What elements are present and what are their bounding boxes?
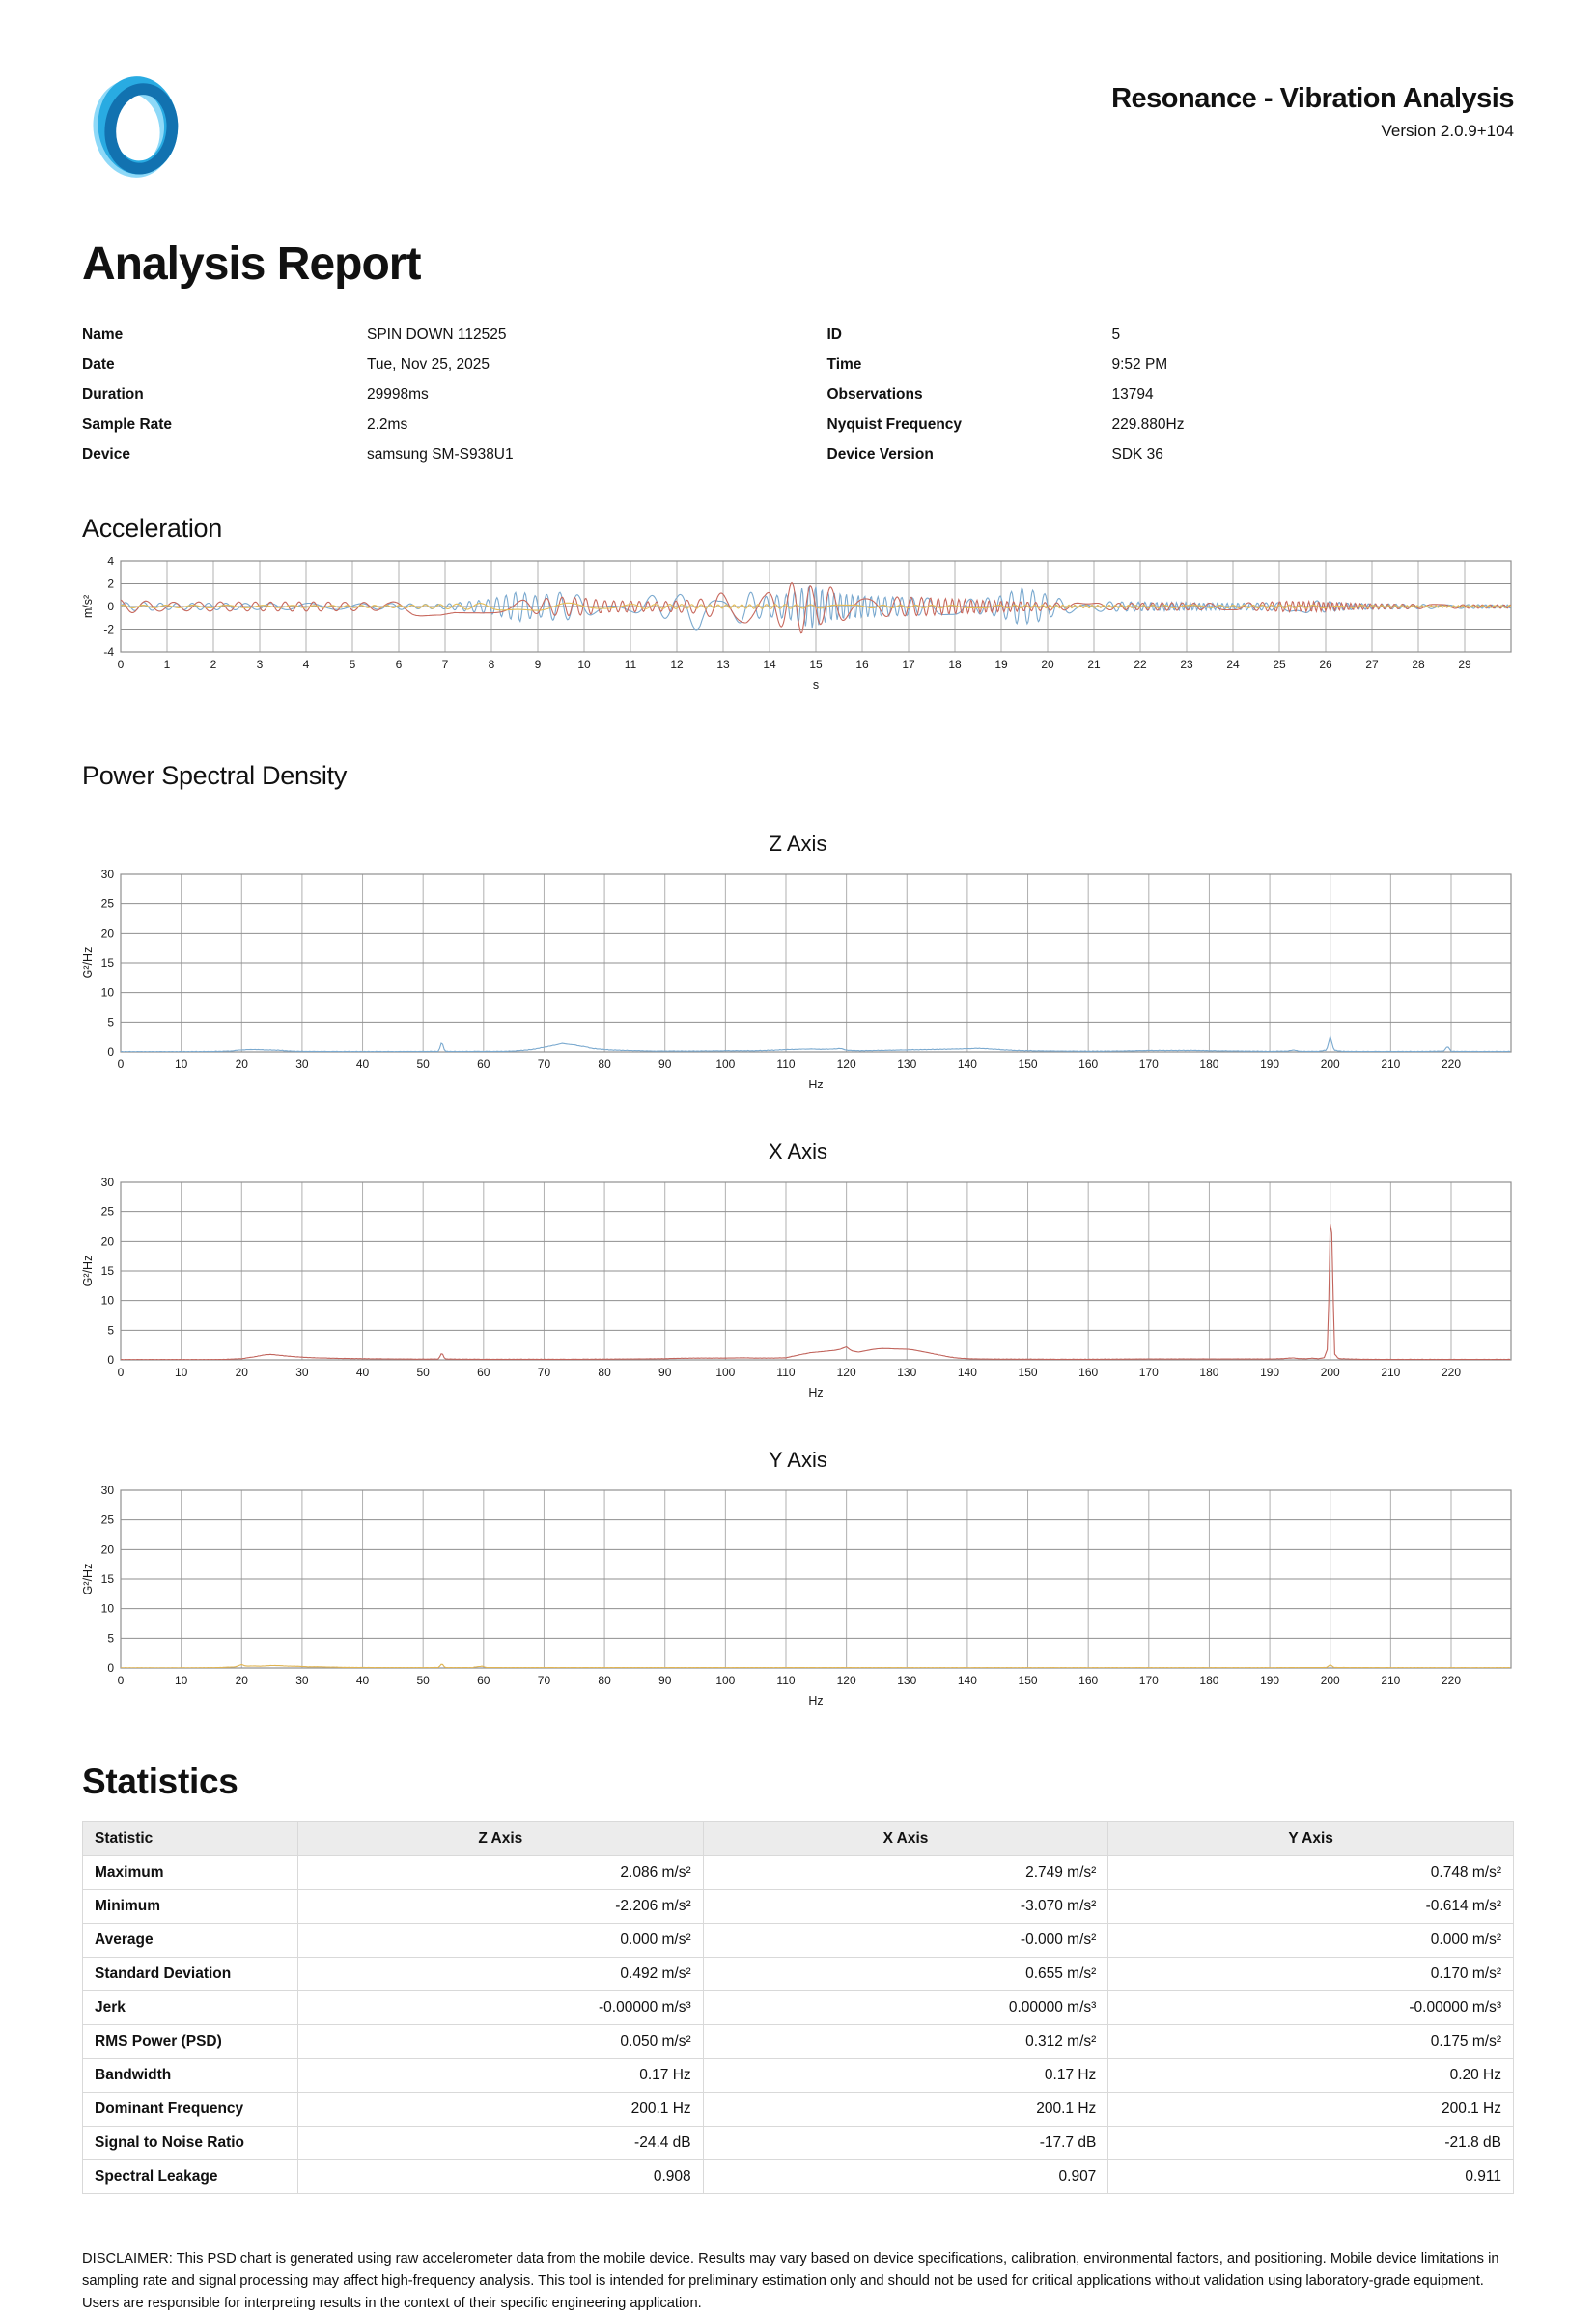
stat-value-cell: 0.170 m/s² — [1108, 1958, 1514, 1991]
psd_y-ylabel: G²/Hz — [82, 1563, 95, 1595]
svg-text:50: 50 — [416, 1674, 430, 1687]
app-title: Resonance - Vibration Analysis — [1111, 83, 1514, 114]
svg-text:20: 20 — [235, 1674, 248, 1687]
svg-text:100: 100 — [715, 1674, 736, 1687]
svg-text:160: 160 — [1078, 1366, 1099, 1379]
svg-text:90: 90 — [658, 1674, 672, 1687]
svg-text:0: 0 — [107, 1661, 114, 1675]
svg-text:50: 50 — [416, 1058, 430, 1071]
statistics-header-row — [83, 1822, 1514, 1856]
psd_x-series — [121, 1224, 1510, 1360]
metadata-label: Date — [82, 356, 115, 373]
metadata-label: Time — [826, 356, 862, 373]
psd_x-grid — [121, 1182, 1511, 1360]
svg-text:100: 100 — [715, 1058, 736, 1071]
acceleration-svg — [82, 557, 1514, 694]
psd-x-title: X Axis — [768, 1140, 828, 1164]
svg-text:100: 100 — [715, 1366, 736, 1379]
metadata-value: 229.880Hz — [1111, 416, 1185, 433]
stat-label-cell: Standard Deviation — [83, 1958, 298, 1991]
statistics-row — [83, 1924, 1514, 1958]
stat-value-cell: -24.4 dB — [298, 2127, 704, 2160]
metadata-label: Nyquist Frequency — [826, 416, 963, 433]
svg-text:160: 160 — [1078, 1674, 1099, 1687]
svg-text:15: 15 — [100, 1572, 114, 1586]
svg-text:20: 20 — [100, 926, 114, 941]
svg-text:28: 28 — [1412, 658, 1425, 671]
page-title: Analysis Report — [82, 239, 421, 290]
metadata-value: 13794 — [1111, 386, 1154, 403]
metadata-value: 5 — [1111, 326, 1121, 343]
report-header — [82, 70, 1514, 183]
svg-text:90: 90 — [658, 1366, 672, 1379]
svg-text:23: 23 — [1180, 658, 1193, 671]
stat-value-cell: 2.749 m/s² — [703, 1856, 1108, 1890]
svg-text:22: 22 — [1134, 658, 1147, 671]
svg-text:90: 90 — [658, 1058, 672, 1071]
svg-text:80: 80 — [598, 1366, 611, 1379]
metadata-row-date — [82, 350, 770, 380]
psd-z-chart — [82, 870, 1514, 1099]
svg-text:5: 5 — [349, 658, 356, 671]
svg-text:30: 30 — [100, 870, 114, 881]
stat-value-cell: 200.1 Hz — [1108, 2093, 1514, 2127]
svg-text:190: 190 — [1260, 1058, 1280, 1071]
metadata-label: Device Version — [826, 446, 934, 463]
statistics-row — [83, 1856, 1514, 1890]
svg-text:190: 190 — [1260, 1674, 1280, 1687]
statistics-header-cell: Z Axis — [298, 1822, 704, 1856]
psd-z-title: Z Axis — [769, 832, 827, 856]
stat-value-cell: 2.086 m/s² — [298, 1856, 704, 1890]
svg-text:170: 170 — [1138, 1366, 1159, 1379]
svg-text:5: 5 — [107, 1015, 114, 1030]
metadata-label: Device — [82, 446, 130, 463]
stat-value-cell: -3.070 m/s² — [703, 1890, 1108, 1924]
metadata-row-nyquist — [827, 409, 1515, 439]
svg-text:5: 5 — [107, 1323, 114, 1338]
section-heading-acceleration: Acceleration — [82, 514, 222, 543]
stat-value-cell: 0.492 m/s² — [298, 1958, 704, 1991]
stat-value-cell: 0.911 — [1108, 2160, 1514, 2194]
psd_z-svg — [82, 870, 1514, 1094]
metadata-label: Observations — [826, 386, 923, 403]
metadata-label: ID — [826, 326, 842, 343]
svg-text:150: 150 — [1018, 1366, 1038, 1379]
metadata-label: Name — [82, 326, 124, 343]
stat-value-cell: -0.00000 m/s³ — [298, 1991, 704, 2025]
svg-text:0: 0 — [107, 1353, 114, 1367]
svg-text:140: 140 — [957, 1366, 977, 1379]
svg-text:170: 170 — [1138, 1674, 1159, 1687]
stat-value-cell: 0.000 m/s² — [298, 1924, 704, 1958]
svg-text:25: 25 — [100, 1512, 114, 1527]
svg-text:30: 30 — [295, 1058, 309, 1071]
metadata-row-observations — [827, 380, 1515, 409]
svg-text:-2: -2 — [103, 622, 114, 636]
metadata-left-column — [82, 320, 770, 469]
svg-text:110: 110 — [776, 1674, 796, 1687]
metadata-row-device — [82, 439, 770, 469]
svg-text:5: 5 — [107, 1631, 114, 1646]
acceleration-ylabel: m/s² — [82, 594, 95, 619]
svg-text:9: 9 — [534, 658, 542, 671]
svg-text:18: 18 — [948, 658, 962, 671]
statistics-table — [82, 1821, 1514, 2194]
statistics-header-cell: Statistic — [83, 1822, 298, 1856]
svg-text:1: 1 — [163, 658, 171, 671]
svg-text:10: 10 — [174, 1674, 188, 1687]
statistics-row — [83, 2025, 1514, 2059]
svg-text:80: 80 — [598, 1674, 611, 1687]
stat-label-cell: Dominant Frequency — [83, 2093, 298, 2127]
svg-text:30: 30 — [100, 1178, 114, 1189]
svg-text:120: 120 — [836, 1366, 856, 1379]
stat-value-cell: 0.312 m/s² — [703, 2025, 1108, 2059]
svg-text:130: 130 — [897, 1674, 917, 1687]
psd_z-series — [121, 1036, 1510, 1052]
psd_z-grid — [121, 874, 1511, 1052]
metadata-row-time — [827, 350, 1515, 380]
svg-text:190: 190 — [1260, 1366, 1280, 1379]
svg-text:80: 80 — [598, 1058, 611, 1071]
svg-text:0: 0 — [117, 658, 125, 671]
metadata-row-name — [82, 320, 770, 350]
svg-text:110: 110 — [776, 1366, 796, 1379]
metadata-value: 29998ms — [367, 386, 429, 403]
svg-text:70: 70 — [537, 1058, 551, 1071]
svg-text:10: 10 — [174, 1366, 188, 1379]
svg-text:60: 60 — [477, 1674, 490, 1687]
psd-y-title: Y Axis — [769, 1448, 827, 1472]
stat-value-cell: -2.206 m/s² — [298, 1890, 704, 1924]
svg-text:110: 110 — [776, 1058, 796, 1071]
stat-value-cell: 0.17 Hz — [298, 2059, 704, 2093]
svg-text:10: 10 — [174, 1058, 188, 1071]
psd_z-xlabel: Hz — [808, 1078, 824, 1091]
stat-value-cell: 0.748 m/s² — [1108, 1856, 1514, 1890]
svg-text:170: 170 — [1138, 1058, 1159, 1071]
svg-text:0: 0 — [117, 1674, 125, 1687]
stat-value-cell: 0.000 m/s² — [1108, 1924, 1514, 1958]
metadata-value: 9:52 PM — [1111, 356, 1168, 373]
svg-text:120: 120 — [836, 1674, 856, 1687]
svg-text:40: 40 — [355, 1674, 370, 1687]
statistics-header-cell: X Axis — [703, 1822, 1108, 1856]
svg-text:0: 0 — [117, 1366, 125, 1379]
svg-text:120: 120 — [836, 1058, 856, 1071]
psd_x-series-x — [121, 1224, 1510, 1360]
stat-value-cell: 0.907 — [703, 2160, 1108, 2194]
stat-value-cell: 0.655 m/s² — [703, 1958, 1108, 1991]
section-heading-psd: Power Spectral Density — [82, 761, 348, 790]
svg-text:180: 180 — [1199, 1674, 1219, 1687]
svg-text:200: 200 — [1320, 1058, 1340, 1071]
psd_y-series-y — [121, 1664, 1510, 1668]
acceleration-chart — [82, 557, 1514, 699]
metadata-label: Sample Rate — [82, 416, 173, 433]
svg-text:10: 10 — [100, 1601, 114, 1616]
statistics-row — [83, 2127, 1514, 2160]
svg-text:130: 130 — [897, 1366, 917, 1379]
stat-label-cell: Spectral Leakage — [83, 2160, 298, 2194]
svg-text:30: 30 — [100, 1486, 114, 1497]
svg-text:20: 20 — [1041, 658, 1054, 671]
stat-value-cell: -21.8 dB — [1108, 2127, 1514, 2160]
svg-text:30: 30 — [295, 1366, 309, 1379]
stat-value-cell: 0.908 — [298, 2160, 704, 2194]
psd_y-svg — [82, 1486, 1514, 1710]
stat-value-cell: 0.20 Hz — [1108, 2059, 1514, 2093]
svg-text:3: 3 — [256, 658, 264, 671]
svg-text:4: 4 — [302, 658, 310, 671]
svg-text:70: 70 — [537, 1674, 551, 1687]
stat-value-cell: 0.00000 m/s³ — [703, 1991, 1108, 2025]
svg-text:20: 20 — [235, 1058, 248, 1071]
metadata-value: SPIN DOWN 112525 — [367, 326, 507, 343]
statistics-row — [83, 2059, 1514, 2093]
stat-label-cell: Minimum — [83, 1890, 298, 1924]
psd_y-series — [121, 1664, 1510, 1668]
svg-text:210: 210 — [1381, 1058, 1401, 1071]
stat-label-cell: Jerk — [83, 1991, 298, 2025]
svg-text:180: 180 — [1199, 1058, 1219, 1071]
svg-text:25: 25 — [100, 1204, 114, 1219]
statistics-header-cell: Y Axis — [1108, 1822, 1514, 1856]
svg-text:6: 6 — [395, 658, 403, 671]
svg-text:27: 27 — [1365, 658, 1379, 671]
svg-text:4: 4 — [107, 557, 114, 568]
svg-text:17: 17 — [902, 658, 915, 671]
svg-text:40: 40 — [355, 1366, 370, 1379]
svg-text:25: 25 — [100, 896, 114, 911]
svg-text:25: 25 — [1273, 658, 1286, 671]
statistics-row — [83, 1958, 1514, 1991]
statistics-row — [83, 1890, 1514, 1924]
disclaimer-text: DISCLAIMER: This PSD chart is generated using raw accelerometer data from the mobile device. Results may vary based on device specifications, calibration, environmental factors, and positioning. Mobile device limitations in sampling rate and signal processing may affect high-frequency analysis. This tool is intended for preliminary estimation only and should not be used for critical applications without validation using laboratory-grade equipment. Users are responsible for interpreting results in the context of their specific engineering application. — [82, 2251, 1499, 2311]
statistics-row — [83, 2160, 1514, 2194]
stat-value-cell: 0.050 m/s² — [298, 2025, 704, 2059]
svg-text:2: 2 — [210, 658, 217, 671]
svg-text:130: 130 — [897, 1058, 917, 1071]
svg-text:20: 20 — [100, 1234, 114, 1249]
svg-text:20: 20 — [100, 1542, 114, 1557]
svg-text:19: 19 — [994, 658, 1008, 671]
stat-label-cell: Average — [83, 1924, 298, 1958]
svg-text:200: 200 — [1320, 1674, 1340, 1687]
psd_z-ylabel: G²/Hz — [82, 946, 95, 979]
svg-text:7: 7 — [441, 658, 449, 671]
svg-text:0: 0 — [117, 1058, 125, 1071]
svg-text:220: 220 — [1441, 1674, 1462, 1687]
metadata-value: SDK 36 — [1111, 446, 1163, 463]
svg-text:15: 15 — [100, 956, 114, 970]
svg-text:210: 210 — [1381, 1366, 1401, 1379]
stat-value-cell: 200.1 Hz — [298, 2093, 704, 2127]
svg-text:30: 30 — [295, 1674, 309, 1687]
svg-text:12: 12 — [670, 658, 684, 671]
svg-text:15: 15 — [100, 1264, 114, 1278]
app-version: Version 2.0.9+104 — [1381, 122, 1514, 140]
stat-label-cell: Maximum — [83, 1856, 298, 1890]
svg-text:50: 50 — [416, 1366, 430, 1379]
svg-text:60: 60 — [477, 1366, 490, 1379]
svg-text:140: 140 — [957, 1058, 977, 1071]
header-text-block — [1111, 70, 1514, 141]
metadata-label: Duration — [82, 386, 144, 403]
svg-text:13: 13 — [716, 658, 730, 671]
stat-label-cell: Bandwidth — [83, 2059, 298, 2093]
svg-text:14: 14 — [763, 658, 776, 671]
statistics-row — [83, 1991, 1514, 2025]
svg-text:40: 40 — [355, 1058, 370, 1071]
metadata-row-duration — [82, 380, 770, 409]
section-heading-statistics: Statistics — [82, 1762, 238, 1801]
stat-value-cell: -0.614 m/s² — [1108, 1890, 1514, 1924]
svg-text:220: 220 — [1441, 1058, 1462, 1071]
psd-y-chart — [82, 1486, 1514, 1715]
psd_z-series-z — [121, 1036, 1510, 1052]
stat-value-cell: -17.7 dB — [703, 2127, 1108, 2160]
metadata-value: Tue, Nov 25, 2025 — [367, 356, 490, 373]
metadata-row-sample-rate — [82, 409, 770, 439]
psd_x-svg — [82, 1178, 1514, 1402]
psd_x-ylabel: G²/Hz — [82, 1255, 95, 1287]
acceleration-xlabel: s — [812, 678, 820, 691]
metadata-grid — [82, 320, 1514, 469]
svg-text:160: 160 — [1078, 1058, 1099, 1071]
stat-label-cell: RMS Power (PSD) — [83, 2025, 298, 2059]
acceleration-tick-labels — [82, 557, 1471, 691]
svg-text:140: 140 — [957, 1674, 977, 1687]
metadata-value: samsung SM-S938U1 — [367, 446, 514, 463]
svg-text:20: 20 — [235, 1366, 248, 1379]
svg-text:21: 21 — [1087, 658, 1101, 671]
svg-text:8: 8 — [488, 658, 495, 671]
svg-text:15: 15 — [809, 658, 823, 671]
svg-text:150: 150 — [1018, 1674, 1038, 1687]
svg-text:-4: -4 — [103, 645, 114, 659]
svg-text:0: 0 — [107, 600, 114, 613]
stat-value-cell: -0.000 m/s² — [703, 1924, 1108, 1958]
svg-text:0: 0 — [107, 1045, 114, 1058]
svg-text:16: 16 — [855, 658, 869, 671]
svg-text:11: 11 — [624, 658, 637, 671]
svg-text:150: 150 — [1018, 1058, 1038, 1071]
svg-text:70: 70 — [537, 1366, 551, 1379]
psd_y-xlabel: Hz — [808, 1694, 824, 1707]
svg-text:29: 29 — [1458, 658, 1471, 671]
stat-value-cell: 0.175 m/s² — [1108, 2025, 1514, 2059]
svg-text:200: 200 — [1320, 1366, 1340, 1379]
svg-text:10: 10 — [577, 658, 591, 671]
svg-text:220: 220 — [1441, 1366, 1462, 1379]
metadata-value: 2.2ms — [367, 416, 408, 433]
svg-text:210: 210 — [1381, 1674, 1401, 1687]
stat-value-cell: -0.00000 m/s³ — [1108, 1991, 1514, 2025]
svg-text:2: 2 — [107, 577, 114, 591]
svg-text:10: 10 — [100, 1293, 114, 1308]
svg-text:24: 24 — [1226, 658, 1240, 671]
svg-text:60: 60 — [477, 1058, 490, 1071]
svg-text:180: 180 — [1199, 1366, 1219, 1379]
svg-text:26: 26 — [1319, 658, 1332, 671]
metadata-row-id — [827, 320, 1515, 350]
stat-value-cell: 200.1 Hz — [703, 2093, 1108, 2127]
statistics-row — [83, 2093, 1514, 2127]
metadata-row-device-version — [827, 439, 1515, 469]
psd_y-grid — [121, 1490, 1511, 1668]
psd_x-xlabel: Hz — [808, 1386, 824, 1399]
psd-x-chart — [82, 1178, 1514, 1407]
svg-text:10: 10 — [100, 985, 114, 1000]
app-logo-icon — [82, 70, 196, 183]
stat-label-cell: Signal to Noise Ratio — [83, 2127, 298, 2160]
metadata-right-column — [827, 320, 1515, 469]
stat-value-cell: 0.17 Hz — [703, 2059, 1108, 2093]
